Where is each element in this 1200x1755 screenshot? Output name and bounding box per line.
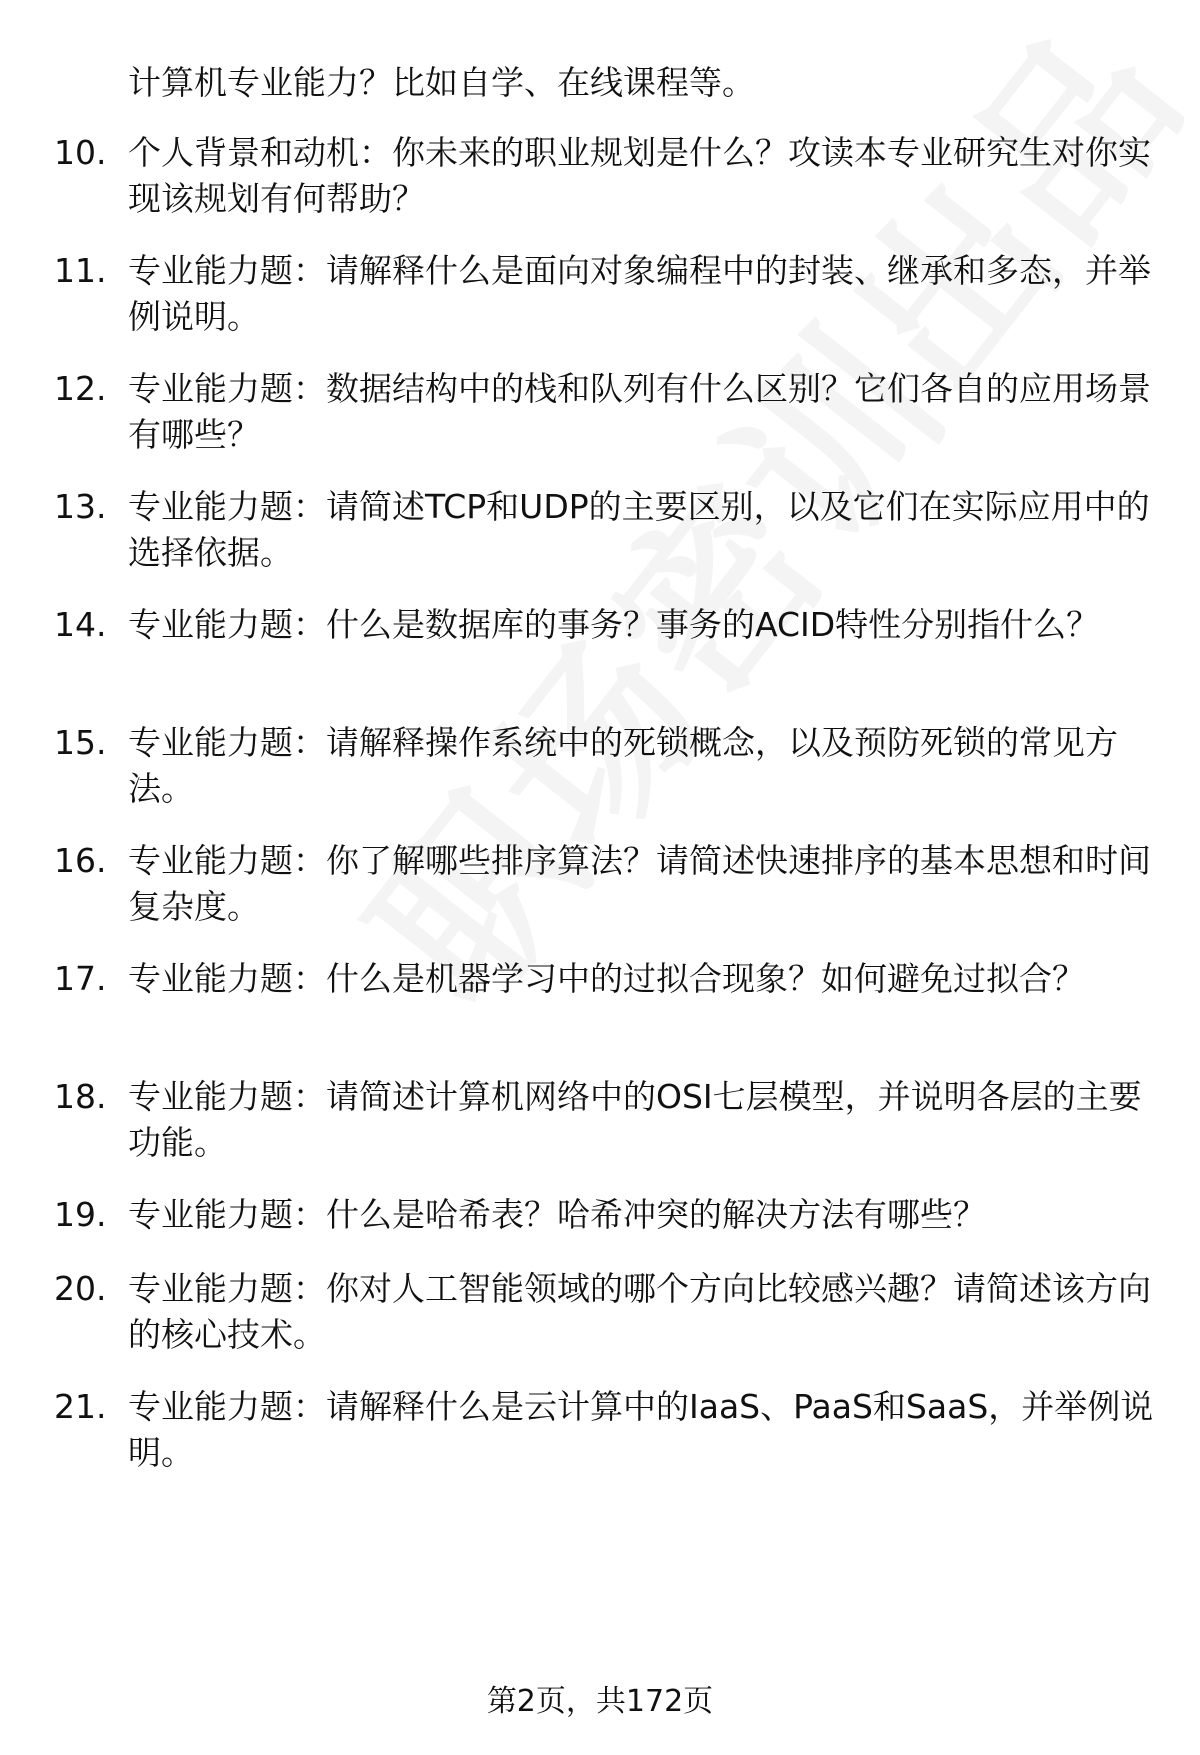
question-number: 21. xyxy=(54,1387,107,1426)
page-number-footer: 第2页，共172页 xyxy=(486,1684,714,1719)
question-number: 15. xyxy=(54,723,107,762)
question-text: 专业能力题：请解释什么是面向对象编程中的封装、继承和多态，并举例说明。 xyxy=(128,251,1151,336)
question-number: 20. xyxy=(54,1269,107,1308)
continuation-text: 计算机专业能力？比如自学、在线课程等。 xyxy=(128,63,755,102)
question-number: 17. xyxy=(54,959,107,998)
question-text: 专业能力题：什么是哈希表？哈希冲突的解决方法有哪些？ xyxy=(128,1195,986,1234)
question-number: 19. xyxy=(54,1195,107,1234)
question-text: 专业能力题：请简述TCP和UDP的主要区别，以及它们在实际应用中的选择依据。 xyxy=(128,487,1150,572)
question-number: 18. xyxy=(54,1077,107,1116)
question-text: 专业能力题：什么是机器学习中的过拟合现象？如何避免过拟合？ xyxy=(128,959,1085,998)
question-text: 专业能力题：请解释操作系统中的死锁概念，以及预防死锁的常见方法。 xyxy=(128,723,1118,808)
question-text: 专业能力题：你了解哪些排序算法？请简述快速排序的基本思想和时间复杂度。 xyxy=(128,841,1151,926)
question-number: 13. xyxy=(54,487,107,526)
question-number: 14. xyxy=(54,605,107,644)
question-text: 专业能力题：请简述计算机网络中的OSI七层模型，并说明各层的主要功能。 xyxy=(128,1077,1142,1162)
question-number: 12. xyxy=(54,369,107,408)
question-number: 11. xyxy=(54,251,107,290)
question-number: 16. xyxy=(54,841,107,880)
question-text: 专业能力题：请解释什么是云计算中的IaaS、PaaS和SaaS，并举例说明。 xyxy=(128,1387,1154,1472)
question-text: 专业能力题：你对人工智能领域的哪个方向比较感兴趣？请简述该方向的核心技术。 xyxy=(128,1269,1151,1354)
question-text: 专业能力题：什么是数据库的事务？事务的ACID特性分别指什么？ xyxy=(128,605,1100,644)
question-text: 专业能力题：数据结构中的栈和队列有什么区别？它们各自的应用场景有哪些？ xyxy=(128,369,1151,454)
question-text: 个人背景和动机：你未来的职业规划是什么？攻读本专业研究生对你实现该规划有何帮助？ xyxy=(128,133,1151,218)
question-number: 10. xyxy=(54,133,107,172)
